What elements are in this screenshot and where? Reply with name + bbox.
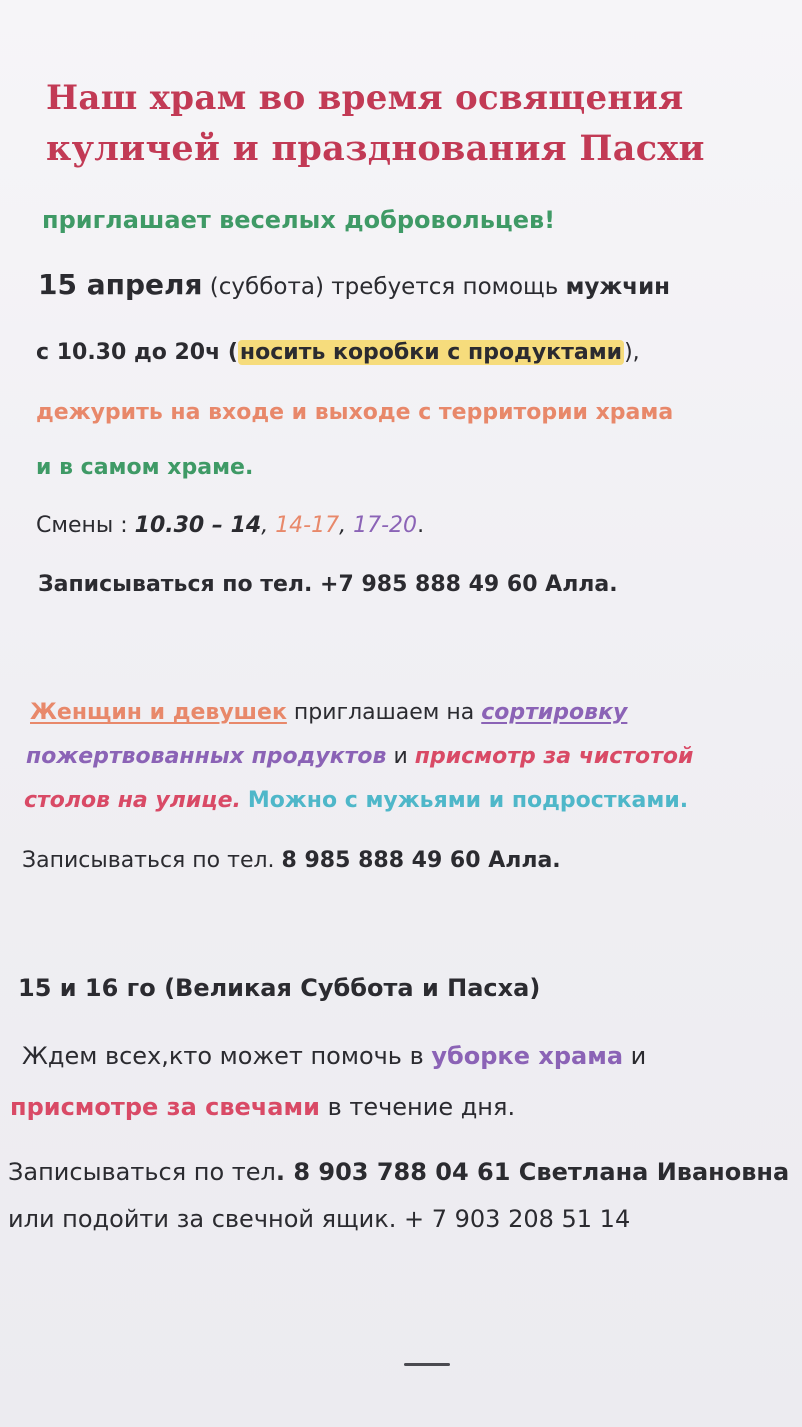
- men-task3-line: [36, 455, 253, 480]
- shift-3: 17-20: [353, 513, 418, 538]
- men-task-boxes: носить коробки с продуктами: [239, 340, 623, 365]
- invite-text: приглашает веселых добровольцев!: [42, 206, 556, 234]
- men-signup: Записываться по тел. +7 985 888 49 60 Алла.: [38, 572, 618, 597]
- easter-during: в течение дня.: [319, 1093, 516, 1121]
- invite-line: [42, 206, 555, 234]
- shift-1: 10.30 – 14: [134, 513, 262, 538]
- easter-alt: или подойти за свечной ящик. + 7 903 208 51 14: [8, 1205, 631, 1233]
- men-date: 15 апреля: [38, 268, 203, 301]
- women-signup-label: Записываться по тел.: [22, 848, 282, 873]
- men-task2-line: [36, 400, 673, 425]
- men-day: (суббота) требуется помощь: [202, 274, 566, 300]
- women-line-3: [24, 788, 688, 813]
- easter-task2-line: [10, 1093, 515, 1121]
- men-close: ),: [624, 340, 640, 365]
- women-invite: приглашаем на: [286, 700, 482, 725]
- men-word: мужчин: [565, 274, 671, 300]
- women-task-sort-a: сортировку: [481, 700, 628, 725]
- easter-signup-label: Записываться по тел: [8, 1158, 276, 1186]
- easter-task-candles: присмотре за свечами: [10, 1093, 320, 1121]
- shift-2: 14-17: [275, 513, 340, 538]
- easter-task-clean: уборке храма: [431, 1042, 624, 1070]
- men-task-temple: и в самом храме.: [36, 455, 254, 480]
- shifts-end: .: [417, 513, 425, 538]
- men-time-line: [36, 340, 640, 365]
- easter-alt-line: [8, 1205, 630, 1233]
- shift-sep-2: ,: [339, 513, 354, 538]
- title-line-1: [46, 78, 684, 118]
- easter-and: и: [623, 1042, 647, 1070]
- easter-wait-line: [22, 1042, 646, 1070]
- men-time: с 10.30 до 20ч (: [36, 340, 238, 365]
- easter-wait: Ждем всех,кто может помочь в: [22, 1042, 432, 1070]
- shifts-line: [36, 513, 424, 538]
- title-text-1: Наш храм во время освящения: [46, 78, 684, 118]
- women-who: Женщин и девушек: [30, 700, 287, 725]
- easter-signup-line: [8, 1158, 789, 1186]
- women-signup-line: [22, 848, 561, 873]
- title-line-2: [46, 128, 705, 169]
- women-task-clean-b: столов на улице.: [24, 788, 241, 813]
- men-date-line: [38, 268, 670, 301]
- women-extra: Можно с мужьями и подростками.: [247, 788, 689, 813]
- women-line-2: [26, 744, 693, 769]
- easter-heading-line: [18, 974, 540, 1002]
- easter-heading: 15 и 16 го (Великая Суббота и Пасха): [18, 974, 541, 1002]
- women-task-sort-b: пожертвованных продуктов: [26, 744, 387, 769]
- women-task-clean-a: присмотр за чистотой: [414, 744, 694, 769]
- easter-signup-value: . 8 903 788 04 61 Светлана Ивановна: [275, 1158, 790, 1186]
- shifts-label: Смены :: [36, 513, 135, 538]
- women-line-1: [30, 700, 627, 725]
- men-signup-line: [38, 572, 618, 597]
- title-text-2: куличей и празднования Пасхи: [46, 128, 705, 169]
- women-and: и: [386, 744, 415, 769]
- shift-sep-1: ,: [261, 513, 276, 538]
- men-task-duty: дежурить на входе и выходе с территории храма: [36, 400, 674, 425]
- women-signup-value: 8 985 888 49 60 Алла.: [281, 848, 561, 873]
- bottom-dash: [404, 1363, 450, 1366]
